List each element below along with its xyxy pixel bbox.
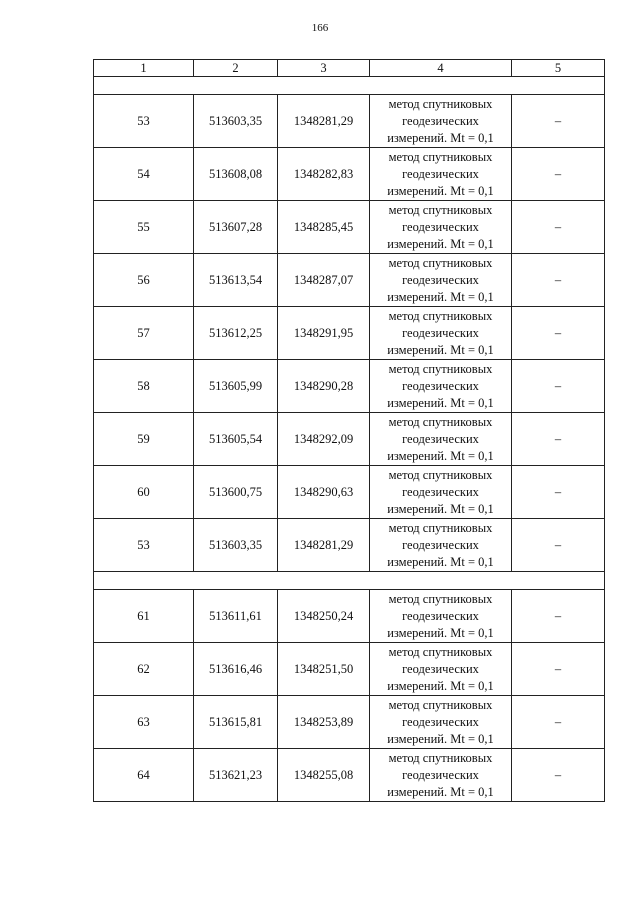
method-cell <box>370 307 512 360</box>
method-cell <box>370 95 512 148</box>
method-line: геодезических <box>402 166 479 181</box>
column-header-5: 5 <box>512 60 605 77</box>
x-coordinate-cell: 513613,54 <box>194 254 278 307</box>
table-row <box>94 201 605 254</box>
x-coordinate-cell: 513603,35 <box>194 519 278 572</box>
x-coordinate-cell: 513615,81 <box>194 696 278 749</box>
method-line: геодезических <box>402 219 479 234</box>
point-number-cell: 56 <box>94 254 194 307</box>
x-coordinate-cell: 513612,25 <box>194 307 278 360</box>
method-cell <box>370 696 512 749</box>
method-line: геодезических <box>402 767 479 782</box>
method-line: измерений. Mt = 0,1 <box>387 731 494 746</box>
point-number-cell: 58 <box>94 360 194 413</box>
method-line: геодезических <box>402 661 479 676</box>
method-line: метод спутниковых <box>388 308 493 323</box>
method-line: измерений. Mt = 0,1 <box>387 625 494 640</box>
y-coordinate-cell: 1348290,28 <box>278 360 370 413</box>
note-cell: – <box>512 307 605 360</box>
method-cell <box>370 749 512 802</box>
x-coordinate-cell: 513600,75 <box>194 466 278 519</box>
point-number-cell: 55 <box>94 201 194 254</box>
method-line: метод спутниковых <box>388 414 493 429</box>
method-line: геодезических <box>402 113 479 128</box>
column-header-3: 3 <box>278 60 370 77</box>
method-cell <box>370 413 512 466</box>
method-line: измерений. Mt = 0,1 <box>387 554 494 569</box>
method-line: геодезических <box>402 484 479 499</box>
point-number-cell: 53 <box>94 95 194 148</box>
table-row <box>94 466 605 519</box>
group-separator-cell <box>94 572 605 590</box>
method-line: метод спутниковых <box>388 591 493 606</box>
method-line: измерений. Mt = 0,1 <box>387 183 494 198</box>
y-coordinate-cell: 1348251,50 <box>278 643 370 696</box>
method-line: измерений. Mt = 0,1 <box>387 289 494 304</box>
table-row <box>94 95 605 148</box>
point-number-cell: 57 <box>94 307 194 360</box>
table-row <box>94 360 605 413</box>
table-row <box>94 413 605 466</box>
table-row <box>94 590 605 643</box>
y-coordinate-cell: 1348287,07 <box>278 254 370 307</box>
note-cell: – <box>512 643 605 696</box>
method-cell <box>370 519 512 572</box>
method-line: геодезических <box>402 608 479 623</box>
method-line: метод спутниковых <box>388 202 493 217</box>
column-header-4: 4 <box>370 60 512 77</box>
coordinates-table-body <box>94 60 605 802</box>
method-line: метод спутниковых <box>388 149 493 164</box>
table-row <box>94 696 605 749</box>
method-cell <box>370 466 512 519</box>
note-cell: – <box>512 413 605 466</box>
method-line: метод спутниковых <box>388 644 493 659</box>
method-line: геодезических <box>402 537 479 552</box>
method-line: метод спутниковых <box>388 361 493 376</box>
method-line: метод спутниковых <box>388 96 493 111</box>
y-coordinate-cell: 1348285,45 <box>278 201 370 254</box>
method-line: метод спутниковых <box>388 750 493 765</box>
method-cell <box>370 201 512 254</box>
x-coordinate-cell: 513621,23 <box>194 749 278 802</box>
note-cell: – <box>512 148 605 201</box>
method-line: измерений. Mt = 0,1 <box>387 501 494 516</box>
y-coordinate-cell: 1348281,29 <box>278 519 370 572</box>
table-row <box>94 749 605 802</box>
method-line: геодезических <box>402 325 479 340</box>
y-coordinate-cell: 1348291,95 <box>278 307 370 360</box>
method-line: измерений. Mt = 0,1 <box>387 395 494 410</box>
x-coordinate-cell: 513611,61 <box>194 590 278 643</box>
method-line: метод спутниковых <box>388 467 493 482</box>
point-number-cell: 60 <box>94 466 194 519</box>
y-coordinate-cell: 1348292,09 <box>278 413 370 466</box>
note-cell: – <box>512 519 605 572</box>
point-number-cell: 63 <box>94 696 194 749</box>
table-row <box>94 307 605 360</box>
method-line: геодезических <box>402 272 479 287</box>
y-coordinate-cell: 1348282,83 <box>278 148 370 201</box>
y-coordinate-cell: 1348255,08 <box>278 749 370 802</box>
point-number-cell: 59 <box>94 413 194 466</box>
method-line: метод спутниковых <box>388 697 493 712</box>
group-separator-row <box>94 77 605 95</box>
column-header-2: 2 <box>194 60 278 77</box>
column-header-1: 1 <box>94 60 194 77</box>
group-separator-row <box>94 572 605 590</box>
x-coordinate-cell: 513603,35 <box>194 95 278 148</box>
method-line: геодезических <box>402 714 479 729</box>
x-coordinate-cell: 513607,28 <box>194 201 278 254</box>
method-line: измерений. Mt = 0,1 <box>387 784 494 799</box>
point-number-cell: 64 <box>94 749 194 802</box>
group-separator-cell <box>94 77 605 95</box>
point-number-cell: 54 <box>94 148 194 201</box>
method-cell <box>370 590 512 643</box>
method-cell <box>370 148 512 201</box>
note-cell: – <box>512 749 605 802</box>
note-cell: – <box>512 201 605 254</box>
method-line: метод спутниковых <box>388 255 493 270</box>
x-coordinate-cell: 513608,08 <box>194 148 278 201</box>
x-coordinate-cell: 513605,99 <box>194 360 278 413</box>
note-cell: – <box>512 95 605 148</box>
y-coordinate-cell: 1348250,24 <box>278 590 370 643</box>
x-coordinate-cell: 513605,54 <box>194 413 278 466</box>
point-number-cell: 53 <box>94 519 194 572</box>
method-line: метод спутниковых <box>388 520 493 535</box>
y-coordinate-cell: 1348281,29 <box>278 95 370 148</box>
x-coordinate-cell: 513616,46 <box>194 643 278 696</box>
y-coordinate-cell: 1348290,63 <box>278 466 370 519</box>
method-line: измерений. Mt = 0,1 <box>387 448 494 463</box>
table-row <box>94 148 605 201</box>
table-row <box>94 254 605 307</box>
method-line: измерений. Mt = 0,1 <box>387 130 494 145</box>
method-line: измерений. Mt = 0,1 <box>387 342 494 357</box>
point-number-cell: 61 <box>94 590 194 643</box>
table-row <box>94 519 605 572</box>
note-cell: – <box>512 360 605 413</box>
note-cell: – <box>512 466 605 519</box>
method-line: измерений. Mt = 0,1 <box>387 678 494 693</box>
method-line: геодезических <box>402 378 479 393</box>
method-cell <box>370 643 512 696</box>
y-coordinate-cell: 1348253,89 <box>278 696 370 749</box>
page-number: 166 <box>311 22 329 34</box>
note-cell: – <box>512 254 605 307</box>
method-line: измерений. Mt = 0,1 <box>387 236 494 251</box>
table-header-row <box>94 60 605 77</box>
note-cell: – <box>512 590 605 643</box>
table-row <box>94 643 605 696</box>
point-number-cell: 62 <box>94 643 194 696</box>
note-cell: – <box>512 696 605 749</box>
method-cell <box>370 254 512 307</box>
method-line: геодезических <box>402 431 479 446</box>
method-cell <box>370 360 512 413</box>
coordinates-table <box>93 59 605 802</box>
